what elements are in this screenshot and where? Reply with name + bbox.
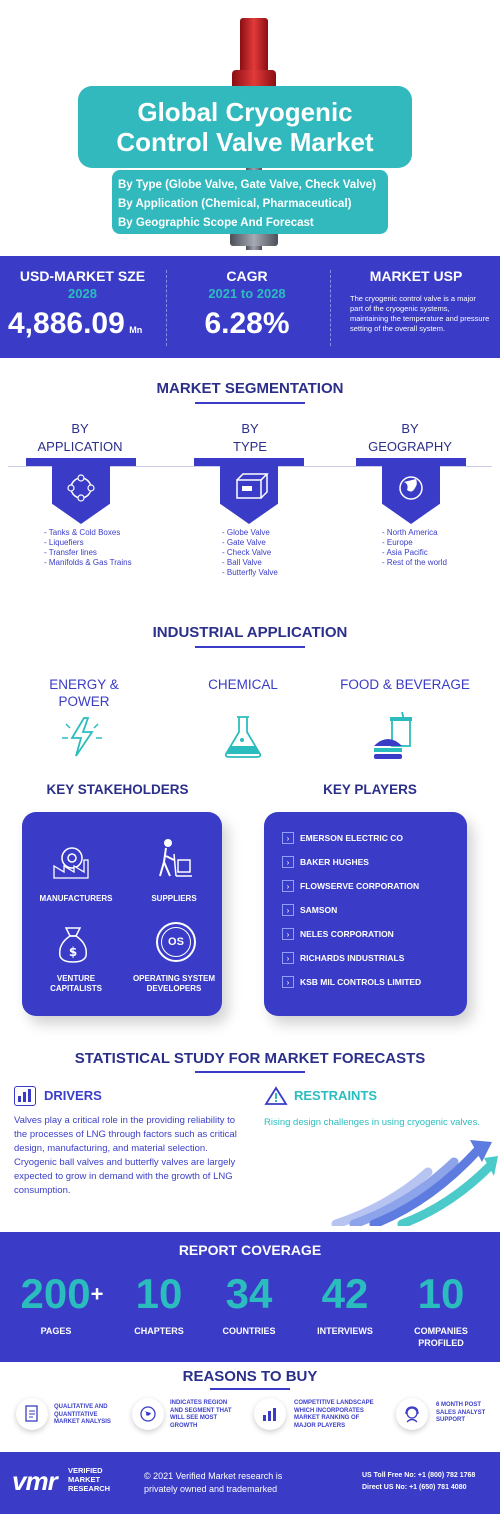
- hero-sub-application: By Application (Chemical, Pharmaceutical): [118, 198, 352, 210]
- valve-box-icon: [220, 466, 278, 524]
- coverage-title: REPORT COVERAGE: [178, 1242, 322, 1258]
- stakeholders-title: KEY STAKEHOLDERS: [46, 782, 189, 797]
- list-item: - Gate Valve: [222, 538, 266, 547]
- type-list: [222, 528, 278, 578]
- document-icon: [16, 1398, 48, 1430]
- money-bag-icon: [54, 924, 92, 964]
- hero-subtitle-box: [112, 170, 388, 234]
- chevron-right-icon: ›: [282, 856, 294, 868]
- manufacturers-label: MANUFACTURERS: [39, 894, 113, 903]
- drivers-title: DRIVERS: [44, 1088, 102, 1103]
- vmr-logo-mark: vmr: [12, 1466, 57, 1496]
- list-item: › NELES CORPORATION: [282, 922, 467, 946]
- title-underline: [195, 402, 305, 404]
- stakeholders-card: [22, 812, 222, 1016]
- title-underline: [210, 1388, 290, 1390]
- list-item: - Globe Valve: [222, 528, 270, 537]
- list-item: - Tanks & Cold Boxes: [44, 528, 121, 537]
- companies-number: 10: [417, 1270, 465, 1317]
- list-item: - Butterfly Valve: [222, 568, 278, 577]
- cagr-value: 6.28%: [204, 307, 290, 340]
- industrial-title: INDUSTRIAL APPLICATION: [152, 624, 348, 641]
- bar-chart-icon: [254, 1398, 286, 1430]
- reason-region: INDICATES REGION AND SEGMENT THAT WILL SEE MOST GROWTH: [170, 1400, 232, 1429]
- footer: [0, 1452, 500, 1514]
- list-item: - Manifolds & Gas Trains: [44, 558, 132, 567]
- report-coverage-band: [0, 1232, 500, 1362]
- seg-application-head: BY APPLICATION: [37, 421, 123, 454]
- list-item: › SAMSON: [282, 898, 467, 922]
- players-title: KEY PLAYERS: [323, 782, 417, 797]
- seg-type-head: BY TYPE: [233, 421, 267, 454]
- drivers-text: Valves play a critical role in the providing reliability to the processes of LNG through factors such as critical design, manufacturing, and material selection. Cryogenic ball valves and butterfly valves are largely expected to grow in demand with the growth of LNG consumption.: [14, 1115, 237, 1196]
- list-item: › FLOWSERVE CORPORATION: [282, 874, 467, 898]
- countries-number: 34: [225, 1270, 273, 1317]
- usp-block: [340, 256, 492, 358]
- valve-flange-image: [230, 232, 278, 246]
- os-developers-label: OPERATING SYSTEM DEVELOPERS: [132, 974, 216, 993]
- list-item: › RICHARDS INDUSTRIALS: [282, 946, 467, 970]
- factory-gear-icon: [52, 840, 96, 880]
- chevron-right-icon: ›: [282, 952, 294, 964]
- list-item: - Europe: [382, 538, 413, 547]
- reason-competitive: COMPETITIVE LANDSCAPE WHICH INCORPORATES MARKET RANKING OF MAJOR PLAYERS: [294, 1400, 374, 1429]
- reasons-title: REASONS TO BUY: [182, 1368, 318, 1385]
- chemical-label: CHEMICAL: [208, 677, 278, 692]
- usp-label: MARKET USP: [369, 268, 463, 284]
- list-item: - Check Valve: [222, 548, 272, 557]
- study-title: STATISTICAL STUDY FOR MARKET FORECASTS: [74, 1050, 426, 1067]
- analyst-support-icon: [396, 1398, 428, 1430]
- countries-label: COUNTRIES: [222, 1326, 276, 1336]
- hero-sub-type: By Type (Globe Valve, Gate Valve, Check Valve): [118, 179, 377, 191]
- hero-title-line1: Global Cryogenic: [137, 97, 353, 127]
- chapters-label: CHAPTERS: [134, 1326, 184, 1336]
- segmentation-title: MARKET SEGMENTATION: [156, 380, 344, 397]
- list-item: › KSB MIL CONTROLS LIMITED: [282, 970, 467, 994]
- list-item: - Liquefiers: [44, 538, 84, 547]
- chevron-right-icon: ›: [282, 928, 294, 940]
- growth-arrows-image: [330, 1136, 500, 1226]
- market-size-label: USD-MARKET SZE: [19, 268, 146, 284]
- hero-section: [0, 0, 500, 256]
- chevron-right-icon: ›: [282, 880, 294, 892]
- seg-bar-type: [194, 458, 304, 466]
- chevron-right-icon: ›: [282, 904, 294, 916]
- drivers-chart-icon: [14, 1086, 36, 1106]
- venture-capitalists-label: VENTURE CAPITALISTS: [50, 974, 102, 993]
- hero-title-line2: Control Valve Market: [116, 127, 374, 157]
- pages-label: PAGES: [40, 1326, 72, 1336]
- cagr-block: [167, 256, 327, 358]
- direct-phone-link[interactable]: +1 (650) 781 4080: [409, 1484, 467, 1491]
- list-item: - Asia Pacific: [382, 548, 428, 557]
- list-item: › EMERSON ELECTRIC CO: [282, 826, 467, 850]
- application-list: [44, 528, 132, 568]
- list-item: - North America: [382, 528, 438, 537]
- interviews-label: INTERVIEWS: [317, 1326, 373, 1336]
- food-label: FOOD & BEVERAGE: [340, 677, 470, 692]
- cagr-label: CAGR: [226, 268, 268, 284]
- interviews-number: 42: [321, 1270, 369, 1317]
- players-card: [264, 812, 467, 1016]
- hero-sub-geography: By Geographic Scope And Forecast: [118, 217, 314, 229]
- divider: [330, 270, 331, 346]
- geography-list: [382, 528, 447, 568]
- flask-icon: [220, 714, 266, 760]
- application-icon: [52, 466, 110, 524]
- seg-bar-geography: [356, 458, 466, 466]
- market-size-unit: Mn: [129, 325, 143, 335]
- svg-text:$: $: [68, 945, 78, 959]
- list-item: - Transfer lines: [44, 548, 97, 557]
- pages-stat: 200+: [20, 1270, 104, 1317]
- energy-icon: [58, 716, 106, 758]
- list-item: - Rest of the world: [382, 558, 447, 567]
- copyright: © 2021 Verified Market research is privately owned and trademarked: [144, 1471, 283, 1494]
- usp-text: The cryogenic control valve is a major part of the cryogenic systems, maintaining the temperature and pressure setting of the overall system.: [350, 294, 490, 333]
- food-beverage-icon: [370, 712, 418, 762]
- reason-qualitative: QUALITATIVE AND QUANTITATIVE MARKET ANALYSIS: [54, 1404, 111, 1425]
- seg-geography-head: BY GEOGRAPHY: [368, 421, 452, 454]
- cagr-years: 2021 to 2028: [208, 286, 286, 301]
- restraints-text: Rising design challenges in using cryogenic valves.: [264, 1117, 480, 1128]
- vmr-logo-text: VERIFIED MARKET RESEARCH: [68, 1466, 111, 1493]
- supplier-dolly-icon: [156, 838, 196, 882]
- list-item: › BAKER HUGHES: [282, 850, 467, 874]
- chapters-number: 10: [135, 1270, 183, 1317]
- market-size-block: [0, 256, 165, 358]
- suppliers-label: SUPPLIERS: [151, 894, 197, 903]
- globe-icon: [382, 466, 440, 524]
- os-icon: OS: [156, 922, 196, 962]
- energy-label: ENERGY & POWER: [49, 677, 119, 709]
- chevron-right-icon: ›: [282, 832, 294, 844]
- restraints-icon: [264, 1086, 288, 1106]
- market-size-year: 2028: [68, 286, 97, 301]
- contact-numbers: US Toll Free No: +1 (800) 782 1768 Direct US No: +1 (650) 781 4080: [362, 1472, 476, 1491]
- stats-band: [0, 256, 500, 358]
- chevron-right-icon: ›: [282, 976, 294, 988]
- reason-support: 6 MONTH POST SALES ANALYST SUPPORT: [436, 1402, 486, 1423]
- list-item: - Ball Valve: [222, 558, 262, 567]
- title-underline: [195, 1071, 305, 1073]
- companies-label: COMPANIES PROFILED: [414, 1326, 468, 1348]
- title-underline: [195, 646, 305, 648]
- market-size-value: 4,886.09: [8, 307, 125, 340]
- hero-title-box: [78, 86, 412, 168]
- seg-bar-application: [26, 458, 136, 466]
- globe-icon: [132, 1398, 164, 1430]
- us-phone-link[interactable]: +1 (800) 782 1768: [417, 1472, 476, 1479]
- restraints-title: RESTRAINTS: [294, 1088, 378, 1103]
